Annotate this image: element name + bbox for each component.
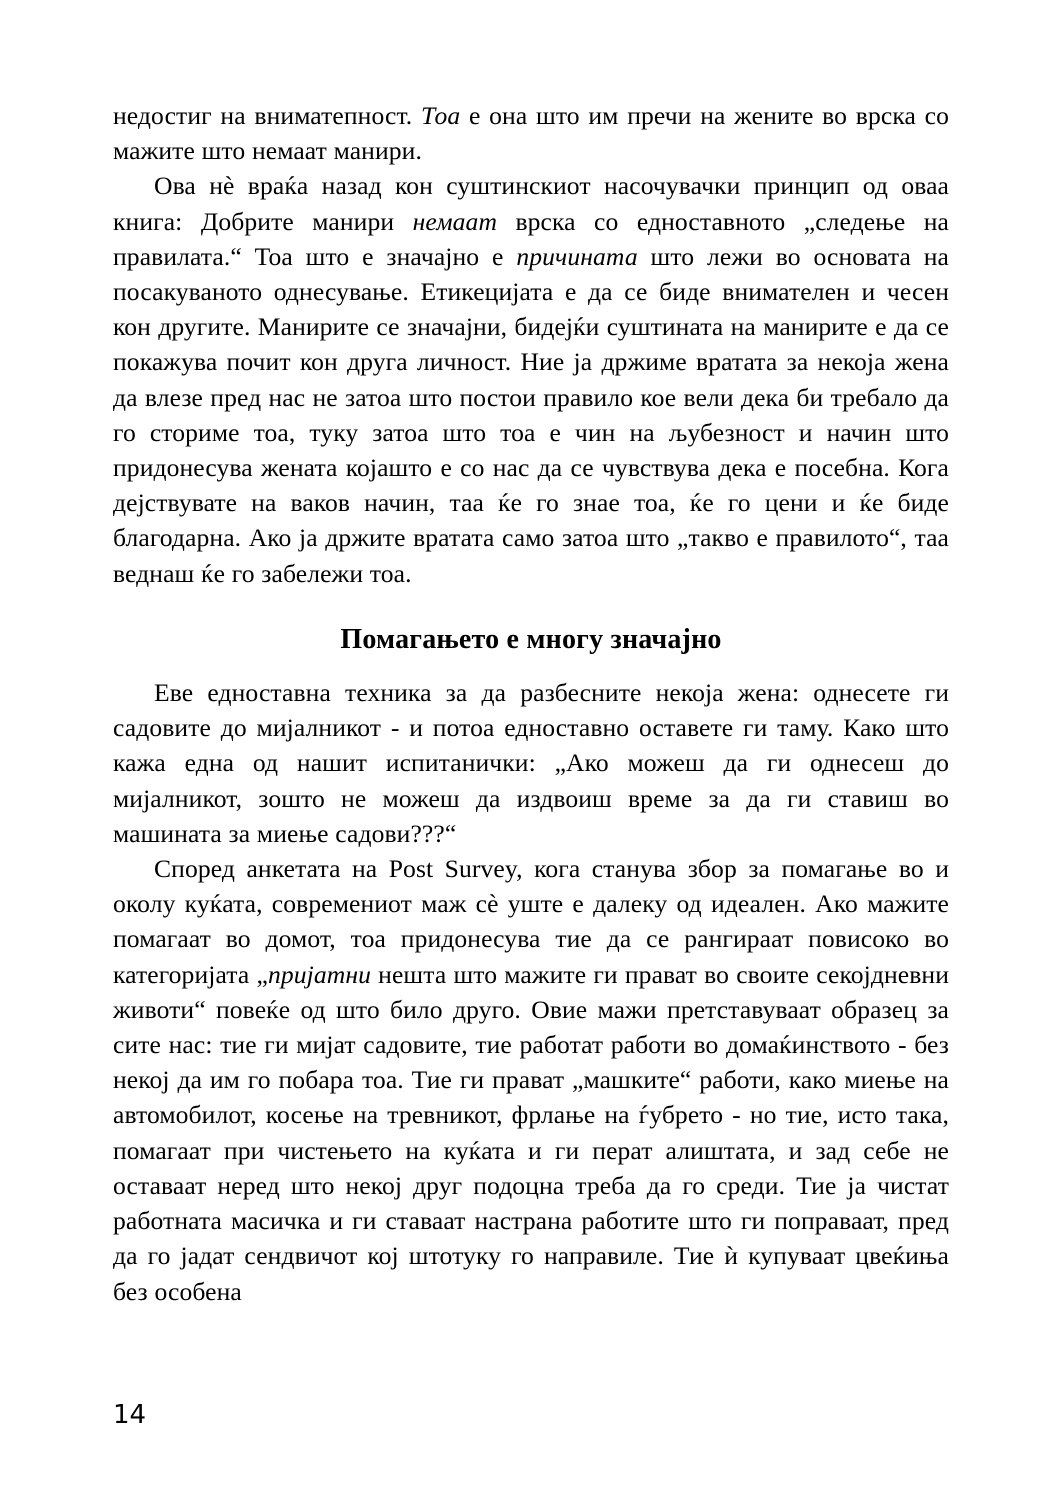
page-number: 14: [113, 1400, 147, 1430]
section-heading: Помагањето е многу значајно: [340, 623, 722, 655]
heading-spacer-top: [113, 591, 949, 622]
paragraph-survey: Според анкетата на Post Survey, кога станува збор за помагање во и околу куќата, современиот маж сѐ уште е далеку од идеален. Ако мажите помагаат во домот, тоа придонесува тие да се рангираат повисоко во категоријата „пријатни нешта што мажите ги прават во своите секојдневни животи“ повеќе од што било друго. Овие мажи претставуваат образец за сите нас: тие ги мијат садовите, тие работат работи во домаќинството - без некој да им го побара тоа. Тие ги прават „машките“ работи, како миење на автомобилот, косење на тревникот, фрлање на ѓубрето - но тие, исто така, помагаат при чистењето на куќата и ги перат алиштата, и зад себе не оставаат неред што некој друг подоцна треба да го среди. Тие ја чистат работната масичка и ги ставаат настрана работите што ги поправаат, пред да го јадат сендвичот кој штотуку го направиле. Тие ѝ купуваат цвеќиња без особена: [113, 854, 949, 1306]
italic-run: пријатни: [267, 959, 372, 989]
italic-run: немаат: [412, 206, 498, 236]
paragraph-technique: Еве едноставна техника за да разбесните некоја жена: однесете ги садовите до мијалникот - и потоа едноставно оставете ги таму. Како што кажа една од нашит испитанички: „Ако можеш да ги однесеш до мијалникот, зошто не можеш да издвоиш време за да ги ставиш во машината за миење садови???“: [113, 678, 949, 848]
italic-run: Тоа: [421, 101, 461, 130]
italic-run: причината: [516, 241, 638, 271]
page-text-block: [113, 98, 949, 1309]
paragraph-principle: Ова нѐ враќа назад кон суштинскиот насочувачки принцип од оваа книга: Добрите манири немаат врска со едноставното „следење на правилата.“ Тоа што е значајно е причината што лежи во основата на посакуваното однесување. Етикецијата е да се биде внимателен и чесен кон другите. Манирите се значајни, бидејќи суштината на манирите е да се покажува почит кон друга личност. Ние ја држиме вратата за некоја жена да влезе пред нас не затоа што постои правило кое вели дека би требало да го сториме тоа, туку затоа што тоа е чин на љубезност и начин што придонесува жената којашто е со нас да се чувствува дека е посебна. Кога дејствувате на ваков начин, таа ќе го знае тоа, ќе го цени и ќе биде благодарна. Ако ја држите вратата само затоа што „такво е правилото“, таа веднаш ќе го забележи тоа.: [113, 171, 950, 588]
heading-spacer-bottom: [113, 657, 949, 675]
paragraph-continuation: недостиг на вниматепност. Тоа е она што им пречи на жените во врска со мажите што немаат манири.: [113, 101, 949, 166]
